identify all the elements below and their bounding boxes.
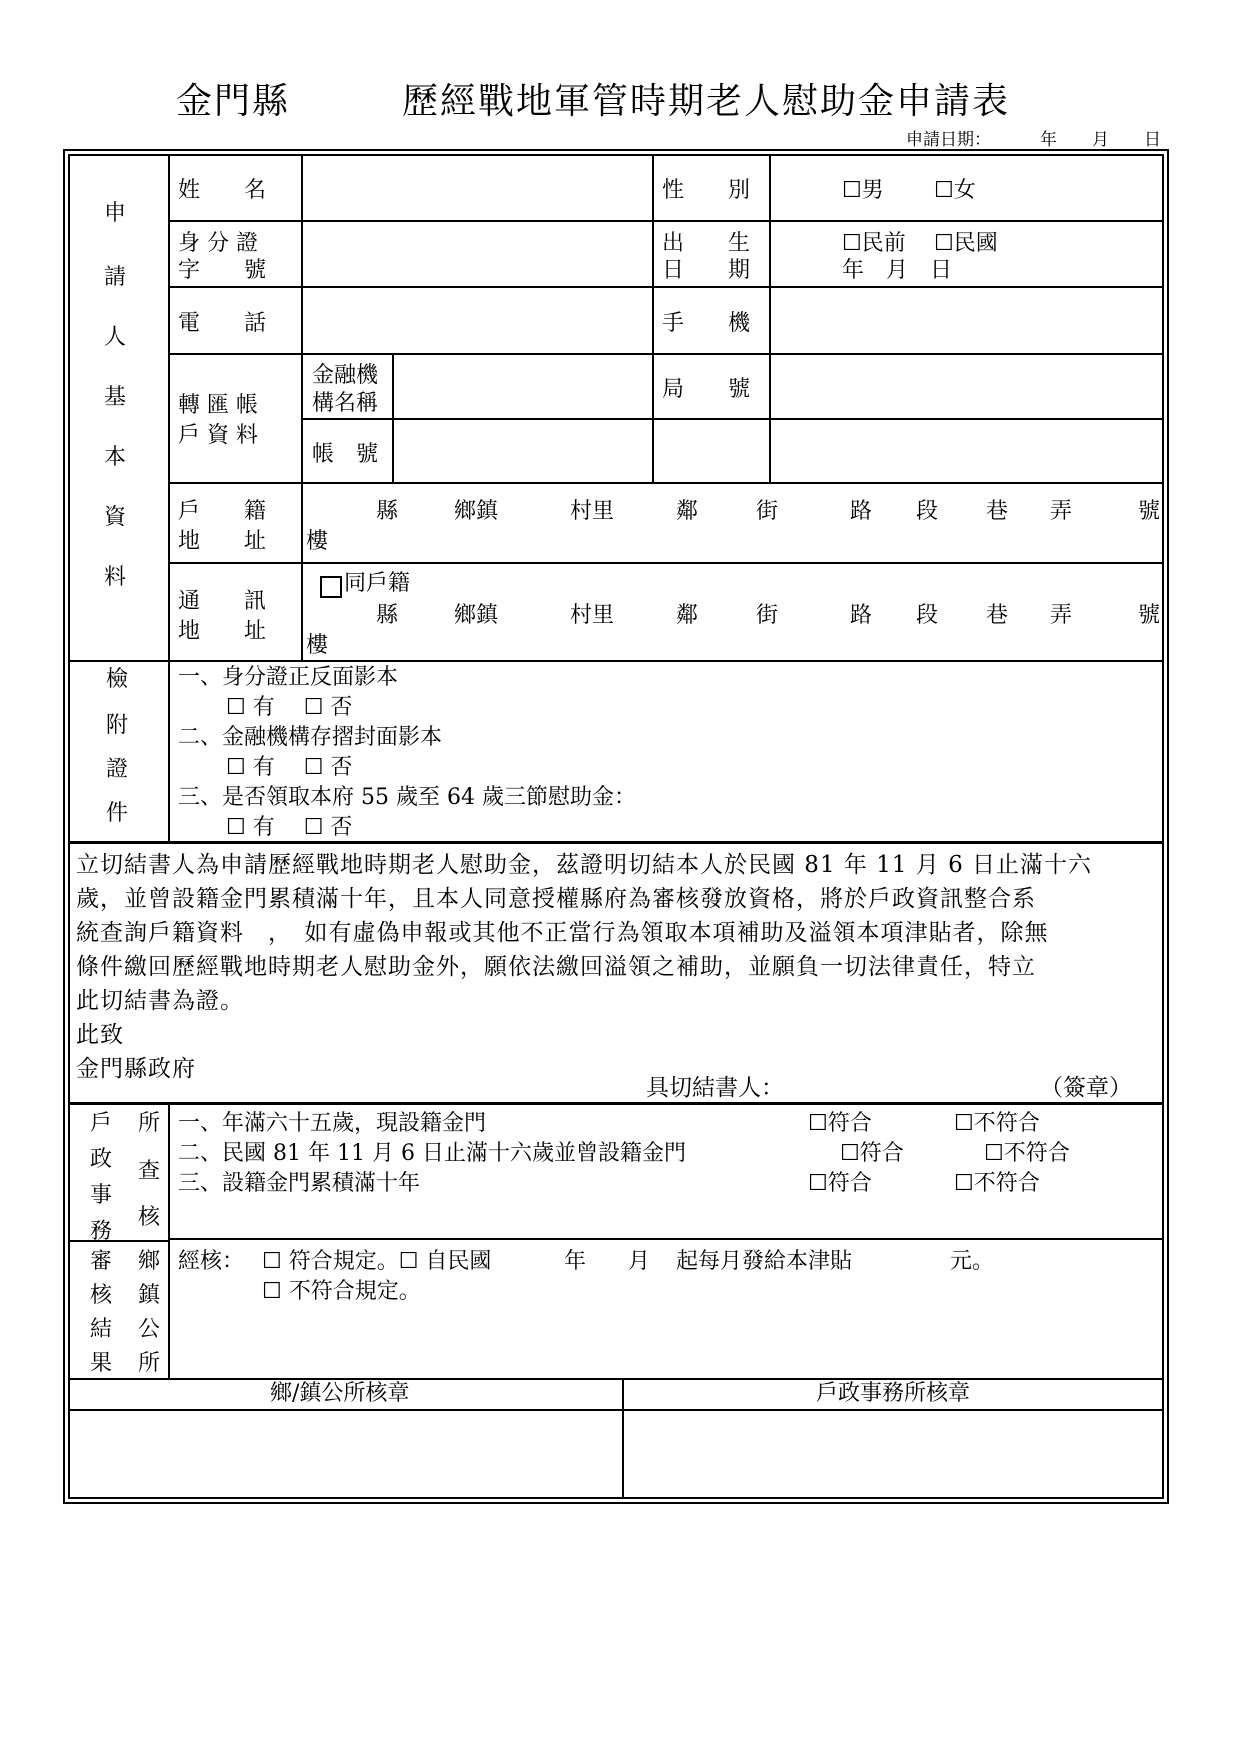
mail-addr-floor: 樓	[306, 633, 329, 658]
id-label-line2: 字 號	[178, 258, 267, 283]
bank-name-field[interactable]	[397, 357, 648, 415]
attachments-label-1: 檢	[106, 667, 129, 692]
affidavit-line-3: 統查詢戶籍資料 ， 如有虛偽申報或其他不正當行為領取本項補助及溢領本項津貼者，除無	[76, 920, 1049, 946]
attachments-label-2: 附	[106, 713, 129, 738]
birth-roc-checkbox[interactable]: ☐民國	[934, 231, 998, 256]
transfer-label-line2: 戶 資 料	[178, 423, 258, 448]
household-review-item-3-pass[interactable]: ☐符合	[808, 1171, 872, 1196]
applicant-section-label-2: 請	[104, 265, 127, 290]
affidavit-line-4: 條件繳回歷經戰地時期老人慰助金外，願依法繳回溢領之補助，並願負一切法律責任，特立	[76, 954, 1036, 980]
birth-before-roc-checkbox[interactable]: ☐民前	[842, 231, 906, 256]
review-divider	[168, 1238, 1164, 1240]
bank-name-label-line2: 構名稱	[312, 391, 379, 416]
addr-county: 縣	[376, 499, 399, 524]
mail-addr-village: 村里	[570, 603, 615, 628]
township-stamp-label: 鄉/鎮公所核章	[270, 1381, 410, 1406]
account-field[interactable]	[397, 422, 1160, 480]
row-divider	[168, 482, 1164, 484]
household-review-item-3: 三、設籍金門累積滿十年	[178, 1171, 421, 1196]
mail-addr-section: 段	[916, 603, 939, 628]
review-divider	[68, 1240, 168, 1242]
mail-addr-street: 街	[756, 603, 779, 628]
mobile-field[interactable]	[774, 290, 1160, 350]
attachment-item-2-yes-no[interactable]: ☐ 有 ☐ 否	[226, 755, 353, 780]
mobile-label: 手 機	[662, 311, 751, 336]
stamp-divider	[622, 1378, 624, 1499]
applicant-section-label-4: 基	[104, 385, 127, 410]
township-review-label-1: 審	[90, 1249, 113, 1274]
phone-field[interactable]	[306, 290, 648, 350]
township-review-label-8: 所	[138, 1351, 161, 1376]
township-review-label-2: 核	[90, 1283, 113, 1308]
affidavit-salutation: 此致	[76, 1022, 124, 1048]
township-review-label-7: 公	[138, 1317, 161, 1342]
addr-alley: 弄	[1050, 499, 1073, 524]
township-review-reject-checkbox[interactable]: ☐ 不符合規定。	[262, 1279, 421, 1304]
township-review-monthly-text: 起每月發給本津貼	[676, 1249, 853, 1274]
township-review-label-3: 結	[90, 1317, 113, 1342]
township-stamp-box[interactable]	[72, 1413, 618, 1495]
township-review-year: 年	[564, 1249, 587, 1274]
affidavit-line-5: 此切結書為證。	[76, 988, 244, 1014]
household-review-item-2-pass[interactable]: ☐符合	[840, 1141, 904, 1166]
household-review-label-4: 務	[90, 1219, 113, 1244]
review-label-divider	[168, 1102, 170, 1378]
signer-field[interactable]	[800, 1072, 1040, 1100]
applicant-section-label-3: 人	[104, 325, 127, 350]
household-review-item-2: 二、民國 81 年 11 月 6 日止滿十六歲並曾設籍金門	[178, 1141, 686, 1166]
mail-addr-label-line1: 通 訊	[178, 589, 267, 614]
section-divider	[68, 1378, 1164, 1380]
name-label: 姓 名	[178, 178, 267, 203]
seal-label: （簽章）	[1040, 1075, 1132, 1101]
county-name: 金門縣	[176, 81, 291, 122]
attachments-label-4: 件	[106, 801, 129, 826]
household-stamp-label: 戶政事務所核章	[816, 1381, 971, 1406]
field-label-divider	[301, 154, 303, 662]
addr-lane: 巷	[986, 499, 1009, 524]
addr-street: 街	[756, 499, 779, 524]
stamp-header-divider	[68, 1409, 1164, 1411]
birth-label-line1: 出 生	[662, 231, 751, 256]
household-review-item-1-pass[interactable]: ☐符合	[808, 1111, 872, 1136]
signer-label: 具切結書人：	[646, 1075, 784, 1101]
household-stamp-box[interactable]	[626, 1413, 1160, 1495]
birth-label-line2: 日 期	[662, 258, 751, 283]
same-as-household-checkbox[interactable]	[320, 576, 342, 598]
mail-addr-label-line2: 地 址	[178, 619, 267, 644]
apply-date-day: 日	[1144, 130, 1161, 150]
mail-addr-neighborhood: 鄰	[676, 603, 699, 628]
household-addr-label-line1: 戶 籍	[178, 499, 267, 524]
attachment-item-3-yes-no[interactable]: ☐ 有 ☐ 否	[226, 815, 353, 840]
attachment-item-1: 一、身分證正反面影本	[178, 665, 399, 690]
household-review-item-1-fail[interactable]: ☐不符合	[954, 1111, 1040, 1136]
affidavit-line-1: 立切結書人為申請歷經戰地時期老人慰助金，茲證明切結本人於民國 81 年 11 月 6 日止滿十六	[76, 852, 1093, 878]
name-field[interactable]	[306, 158, 648, 218]
same-as-household-label: 同戶籍	[344, 571, 411, 596]
gender-female-checkbox[interactable]: ☐女	[934, 178, 976, 203]
row-divider	[168, 220, 1164, 222]
row-divider	[301, 418, 1164, 420]
id-field[interactable]	[306, 224, 648, 284]
addr-township: 鄉鎮	[454, 499, 499, 524]
bank-name-label-line1: 金融機	[312, 363, 379, 388]
attachments-label-3: 證	[106, 757, 129, 782]
mail-addr-road: 路	[850, 603, 873, 628]
household-review-item-2-fail[interactable]: ☐不符合	[984, 1141, 1070, 1166]
row-divider	[168, 353, 1164, 355]
mail-addr-number: 號	[1138, 603, 1161, 628]
household-review-item-3-fail[interactable]: ☐不符合	[954, 1171, 1040, 1196]
apply-date-label: 申請日期：	[906, 130, 991, 150]
household-review-label-6: 查	[138, 1159, 161, 1184]
household-review-label-3: 事	[90, 1183, 113, 1208]
form-title: 歷經戰地軍管時期老人慰助金申請表	[402, 81, 1011, 122]
addr-village: 村里	[570, 499, 615, 524]
township-review-unit: 元。	[950, 1249, 995, 1274]
account-label: 帳 號	[312, 442, 379, 467]
id-label-line1: 身 分 證	[178, 231, 258, 256]
gender-label: 性 別	[662, 178, 751, 203]
household-review-label-1: 戶	[90, 1111, 113, 1136]
section-divider	[68, 660, 1164, 662]
addr-number: 號	[1138, 499, 1161, 524]
addr-section: 段	[916, 499, 939, 524]
row-divider	[168, 286, 1164, 288]
row-divider	[168, 562, 1164, 564]
township-review-month: 月	[628, 1249, 651, 1274]
transfer-label-line1: 轉 匯 帳	[178, 393, 258, 418]
household-review-label-7: 核	[138, 1205, 161, 1230]
township-review-label-6: 鎮	[138, 1283, 161, 1308]
applicant-section-label-1: 申	[104, 201, 127, 226]
apply-date-year: 年	[1040, 130, 1057, 150]
township-review-label-5: 鄉	[138, 1249, 161, 1274]
mail-addr-lane: 巷	[986, 603, 1009, 628]
phone-label: 電 話	[178, 311, 267, 336]
attachment-item-3: 三、是否領取本府 55 歲至 64 歲三節慰助金：	[178, 785, 636, 810]
addr-road: 路	[850, 499, 873, 524]
branch-field[interactable]	[774, 357, 1160, 415]
branch-label: 局 號	[662, 377, 751, 402]
household-review-label-5: 所	[138, 1111, 161, 1136]
township-review-approve-checkbox[interactable]: ☐ 符合規定。☐ 自民國	[262, 1249, 492, 1274]
section-divider	[68, 1102, 1164, 1105]
applicant-section-label-6: 資	[104, 505, 127, 530]
applicant-section-label-5: 本	[104, 445, 127, 470]
household-addr-label-line2: 地 址	[178, 529, 267, 554]
mail-addr-township: 鄉鎮	[454, 603, 499, 628]
affidavit-recipient: 金門縣政府	[76, 1056, 196, 1082]
birth-date-ymd[interactable]: 年 月 日	[842, 258, 953, 283]
township-review-label-4: 果	[90, 1351, 113, 1376]
household-review-item-1: 一、年滿六十五歲，現設籍金門	[178, 1111, 487, 1136]
mail-addr-county: 縣	[376, 603, 399, 628]
applicant-section-label-7: 料	[104, 565, 127, 590]
household-review-label-2: 政	[90, 1147, 113, 1172]
affidavit-line-2: 歲，並曾設籍金門累積滿十年，且本人同意授權縣府為審核發放資格，將於戶政資訊整合系	[76, 886, 1036, 912]
township-review-prefix: 經核：	[178, 1249, 245, 1274]
apply-date-month: 月	[1092, 130, 1109, 150]
addr-floor: 樓	[306, 529, 329, 554]
label-column-divider	[168, 154, 170, 843]
attachment-item-2: 二、金融機構存摺封面影本	[178, 725, 443, 750]
mail-addr-alley: 弄	[1050, 603, 1073, 628]
addr-neighborhood: 鄰	[676, 499, 699, 524]
gender-male-checkbox[interactable]: ☐男	[842, 178, 884, 203]
attachment-item-1-yes-no[interactable]: ☐ 有 ☐ 否	[226, 695, 353, 720]
